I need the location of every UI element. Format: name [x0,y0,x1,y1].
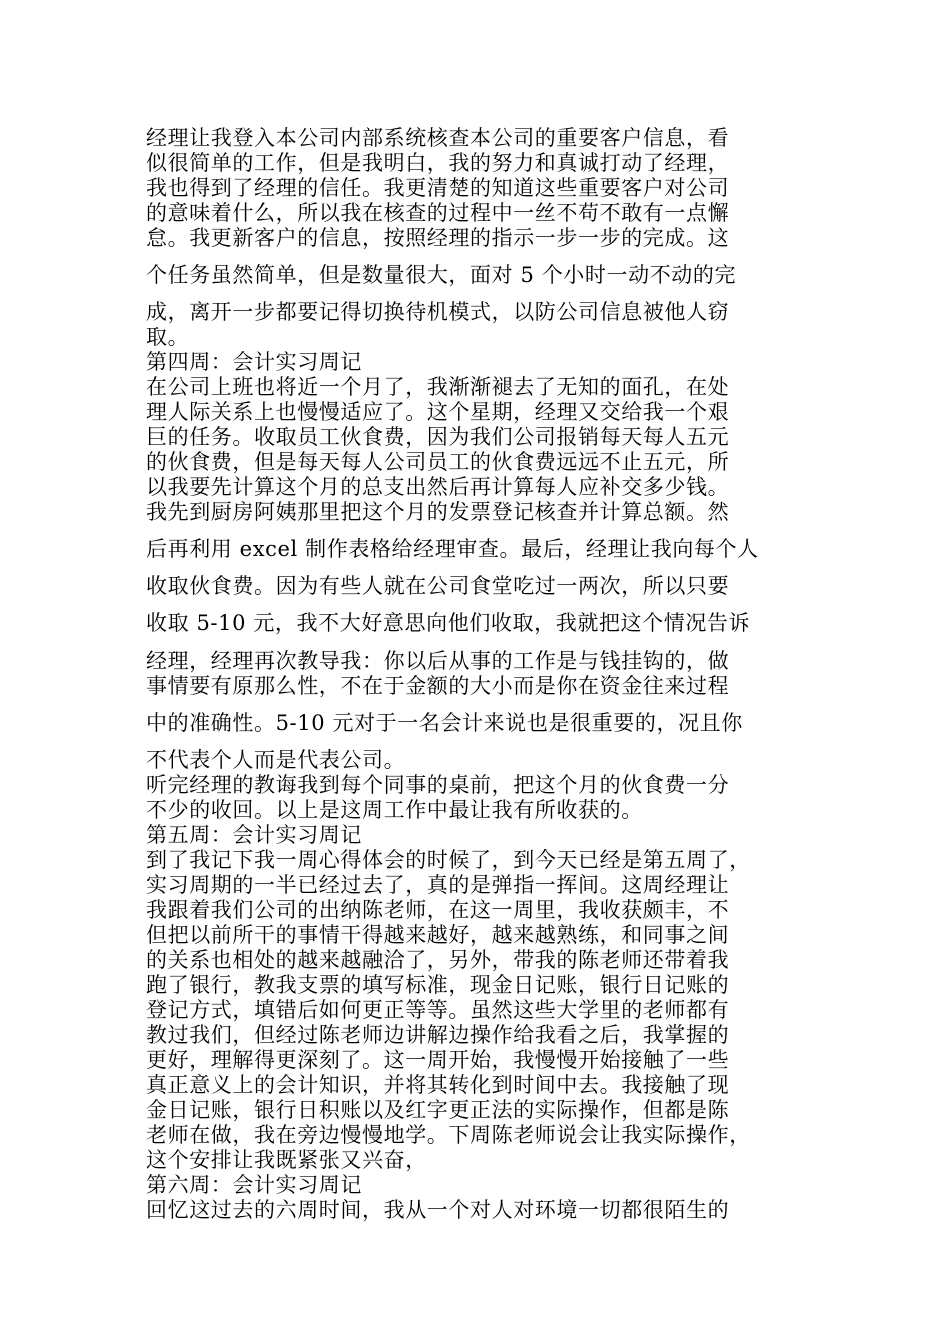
text-line: 个任务虽然简单，但是数量很大，面对 5 个小时一动不动的完 [146,263,737,287]
text-line: 收取 5-10 元，我不大好意思向他们收取，我就把这个情况告诉 [146,611,751,635]
text-line: 经理让我登入本公司内部系统核查本公司的重要客户信息，看 [146,126,730,150]
section-heading-week4: 第四周：会计实习周记 [146,350,362,374]
text-line: 以我要先计算这个月的总支出然后再计算每人应补交多少钱。 [146,475,730,499]
text-line: 事情要有原那么性，不在于金额的大小而是你在资金往来过程 [146,674,730,698]
text-line: 实习周期的一半已经过去了，真的是弹指一挥间。这周经理让 [146,873,730,897]
text-line: 回忆这过去的六周时间，我从一个对人对环境一切都很陌生的 [146,1198,730,1222]
text-line: 不代表个人而是代表公司。 [146,748,406,772]
text-line: 更好，理解得更深刻了。这一周开始，我慢慢开始接触了一些 [146,1048,730,1072]
text-line: 我跟着我们公司的出纳陈老师，在这一周里，我收获颇丰，不 [146,898,730,922]
text-line: 但把以前所干的事情干得越来越好，越来越熟练，和同事之间 [146,923,730,947]
text-line: 后再利用 excel 制作表格给经理审查。最后，经理让我向每个人 [146,537,759,561]
section-heading-week5: 第五周：会计实习周记 [146,823,362,847]
text-line: 我也得到了经理的信任。我更清楚的知道这些重要客户对公司 [146,176,730,200]
text-line: 教过我们，但经过陈老师边讲解边操作给我看之后，我掌握的 [146,1023,730,1047]
text-line: 中的准确性。5-10 元对于一名会计来说也是很重要的，况且你 [146,711,743,735]
text-line: 成，离开一步都要记得切换待机模式，以防公司信息被他人窃 [146,300,730,324]
section-heading-week6: 第六周：会计实习周记 [146,1173,362,1197]
text-line: 巨的任务。收取员工伙食费，因为我们公司报销每天每人五元 [146,425,730,449]
text-line: 到了我记下我一周心得体会的时候了，到今天已经是第五周了， [146,848,751,872]
text-line: 不少的收回。以上是这周工作中最让我有所收获的。 [146,798,643,822]
text-line: 真正意义上的会计知识，并将其转化到时间中去。我接触了现 [146,1073,730,1097]
text-line: 的伙食费，但是每天每人公司员工的伙食费远远不止五元，所 [146,450,730,474]
text-line: 听完经理的教诲我到每个同事的桌前，把这个月的伙食费一分 [146,773,730,797]
text-line: 经理，经理再次教导我：你以后从事的工作是与钱挂钩的，做 [146,649,730,673]
text-line: 理人际关系上也慢慢适应了。这个星期，经理又交给我一个艰 [146,400,730,424]
text-line: 登记方式，填错后如何更正等等。虽然这些大学里的老师都有 [146,998,730,1022]
text-line: 的关系也相处的越来越融洽了，另外，带我的陈老师还带着我 [146,948,730,972]
text-line: 跑了银行，教我支票的填写标准，现金日记账，银行日记账的 [146,973,730,997]
text-line: 我先到厨房阿姨那里把这个月的发票登记核查并计算总额。然 [146,500,730,524]
text-line: 老师在做，我在旁边慢慢地学。下周陈老师说会让我实际操作， [146,1123,751,1147]
text-line: 的意味着什么，所以我在核查的过程中一丝不苟不敢有一点懈 [146,201,730,225]
text-line: 在公司上班也将近一个月了，我渐渐褪去了无知的面孔，在处 [146,375,730,399]
text-line: 怠。我更新客户的信息，按照经理的指示一步一步的完成。这 [146,226,730,250]
text-line: 收取伙食费。因为有些人就在公司食堂吃过一两次，所以只要 [146,574,730,598]
text-line: 取。 [146,325,190,349]
text-line: 这个安排让我既紧张又兴奋， [146,1148,427,1172]
text-line: 似很简单的工作，但是我明白，我的努力和真诚打动了经理， [146,151,730,175]
text-line: 金日记账，银行日积账以及红字更正法的实际操作，但都是陈 [146,1098,730,1122]
